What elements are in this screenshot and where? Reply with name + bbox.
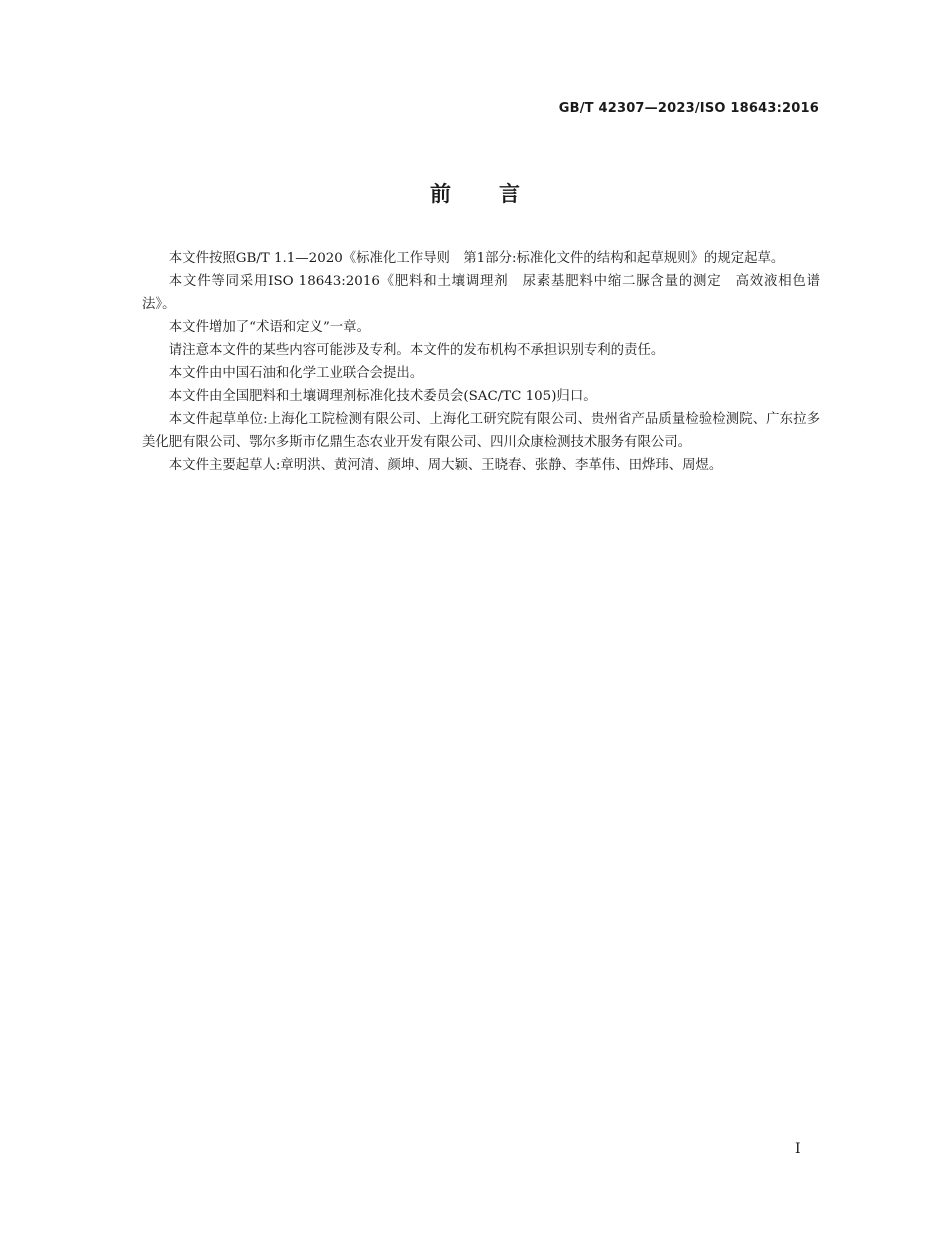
paragraph-administered-by: 本文件由全国肥料和土壤调理剂标准化技术委员会(SAC/TC 105)归口。 [168, 389, 597, 404]
paragraph-drafting-units: 本文件起草单位:上海化工院检测有限公司、上海化工研究院有限公司、贵州省产品质量检验检测院、广东拉多美化肥有限公司、鄂尔多斯市亿鼎生态农业开发有限公司、四川众康检测技术服务有限公司。 [142, 412, 820, 450]
paragraph-drafters: 本文件主要起草人:章明洪、黄河清、颜坤、周大颖、王晓春、张静、李革伟、田烨玮、周煜。 [168, 458, 723, 473]
foreword-body [142, 247, 820, 477]
paragraph-patent-notice: 请注意本文件的某些内容可能涉及专利。本文件的发布机构不承担识别专利的责任。 [168, 343, 665, 358]
standard-code: GB/T 42307—2023/ISO 18643:2016 [558, 101, 819, 116]
paragraph-terms-added: 本文件增加了“术语和定义”一章。 [168, 320, 370, 335]
page-title: 前言 [430, 182, 568, 206]
page-number: I [795, 1141, 801, 1157]
paragraph-adoption: 本文件等同采用ISO 18643:2016《肥料和土壤调理剂 尿素基肥料中缩二脲含量的测定 高效液相色谱法》。 [142, 274, 820, 312]
paragraph-proposed-by: 本文件由中国石油和化学工业联合会提出。 [168, 366, 424, 381]
paragraph-drafting-rules: 本文件按照GB/T 1.1—2020《标准化工作导则 第1部分:标准化文件的结构和起草规则》的规定起草。 [168, 251, 785, 266]
